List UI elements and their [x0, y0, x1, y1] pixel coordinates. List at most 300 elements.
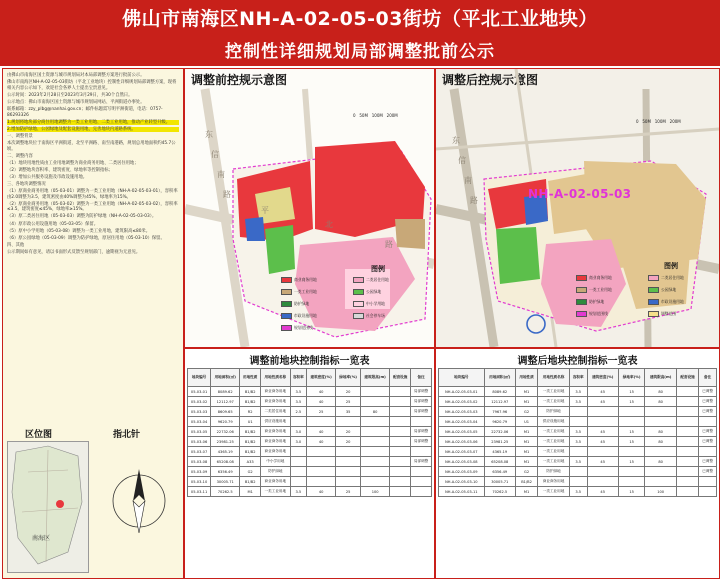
table-cell — [307, 477, 336, 487]
table-cell: 25 — [307, 407, 336, 417]
table-cell: 中小学用地 — [261, 457, 290, 467]
section-text: （1）地块用地性质由工业用地调整为商业商务用地、二类居住用地； — [7, 160, 139, 166]
table-row[interactable] — [188, 437, 432, 447]
section-text: （3）增加公共服务设施及市政设施用地。 — [7, 174, 88, 180]
table-cell: 23981.25 — [211, 437, 240, 447]
section-text: （2）调整地块容积率、建筑密度、绿地率等控制指标； — [7, 167, 113, 173]
legend-title: 图例 — [371, 265, 385, 273]
table-cell: 05-03-10 — [188, 477, 211, 487]
table-row[interactable] — [439, 467, 717, 477]
legend-item — [576, 275, 612, 281]
table-cell: NH-A-02-05-03-02 — [439, 397, 485, 407]
table-cell: 05-03-02 — [188, 397, 211, 407]
table-cell: 45 — [587, 487, 618, 497]
table-cell: 05-03-09 — [188, 467, 211, 477]
table-cell: 9620.79 — [211, 417, 240, 427]
table-cell: 80 — [361, 407, 390, 417]
table-cell — [569, 407, 587, 417]
table-row[interactable] — [188, 467, 432, 477]
site-marker-icon — [56, 500, 64, 508]
section-text: （5）原中小学用地（05-03-08）调整为一类工业用地，建筑限高≤80米。 — [7, 228, 151, 234]
table-cell — [361, 447, 390, 457]
table-cell: M1 — [515, 447, 537, 457]
table-header-cell: 建筑密度(%) — [307, 369, 336, 387]
contact-info[interactable]: 联系邮箱：zzy_plbg@nanhai.gov.cn；邮件标题需写明平洲街道，电话：0757-86293326 — [7, 106, 163, 118]
legend-item — [576, 299, 604, 305]
table-cell: 供应设施用地 — [538, 417, 570, 427]
legend-swatch — [648, 287, 659, 293]
legend-item — [353, 277, 389, 283]
table-cell: 05-03-03 — [188, 407, 211, 417]
highlight-paragraph: 2.增加防护绿地、公园绿地及配套设施用地，完善地块内道路系统。 — [7, 127, 179, 133]
section-text: 二、调整内容 — [7, 153, 33, 159]
table-cell: 6356.49 — [211, 467, 240, 477]
table-cell: 45 — [587, 387, 618, 397]
table-cell: 80 — [645, 387, 676, 397]
table-cell — [290, 457, 307, 467]
table-cell — [645, 407, 676, 417]
table-cell: 局部调整 — [411, 457, 432, 467]
road-label: 南 — [464, 176, 472, 185]
table-cell — [699, 487, 717, 497]
legend-label: 规划范围线 — [589, 311, 608, 316]
table-cell: NH-A-02-05-03-01 — [439, 387, 485, 397]
table-row[interactable] — [439, 437, 717, 447]
table-cell: 80 — [645, 427, 676, 437]
table-row[interactable] — [439, 477, 717, 487]
table-cell: B1/B2 — [240, 437, 261, 447]
table-row[interactable] — [188, 447, 432, 457]
table-cell: 22732.06 — [484, 427, 515, 437]
table-cell — [390, 487, 411, 497]
section-text: 公示期间如有意见，请以书面形式反馈至规划部门，逾期视为无意见。 — [7, 249, 141, 255]
legend-swatch — [353, 313, 364, 319]
table-row[interactable] — [188, 457, 432, 467]
table-cell — [699, 447, 717, 457]
table-cell — [336, 447, 361, 457]
table-cell: 15 — [618, 487, 645, 497]
table-cell: G2 — [515, 467, 537, 477]
table-row[interactable] — [439, 407, 717, 417]
legend-swatch — [648, 299, 659, 305]
table-cell — [307, 447, 336, 457]
table-row[interactable] — [188, 417, 432, 427]
table-cell: 已调整 — [699, 407, 717, 417]
table-cell: 局部调整 — [411, 387, 432, 397]
legend-label: 二类居住用地 — [661, 275, 684, 280]
legend-label: 规划范围线 — [294, 325, 313, 330]
table-cell: NH-A-02-05-03-10 — [439, 477, 485, 487]
table-header-cell: 建筑密度(%) — [587, 369, 618, 387]
table-header-cell: 用地性质 — [515, 369, 537, 387]
table-cell: 一类工业用地 — [538, 457, 570, 467]
table-cell: B1/B2 — [240, 427, 261, 437]
table-row[interactable] — [439, 417, 717, 427]
table-cell — [390, 457, 411, 467]
table-cell: 23981.25 — [484, 437, 515, 447]
table-header-cell: 建筑限高(m) — [361, 369, 390, 387]
section-text: （3）原二类居住用地（05-03-03）调整为防护绿地（NH-A-02-05-03-03）。 — [7, 214, 157, 220]
table-cell: 3.5 — [569, 487, 587, 497]
legend-item — [281, 301, 309, 307]
table-header-cell: 备注 — [699, 369, 717, 387]
table-after-title: 调整后地块控制指标一览表 — [517, 356, 638, 367]
legend-label: 社会停车场 — [366, 313, 385, 318]
table-cell: 22732.06 — [211, 427, 240, 437]
legend-label: 商业商务用地 — [294, 277, 317, 282]
minimap-region-label: 南海区 — [32, 535, 51, 542]
table-cell: 12112.97 — [484, 397, 515, 407]
legend-label: 二类居住用地 — [366, 277, 389, 282]
table-cell: 二类居住用地 — [261, 407, 290, 417]
table-cell: M1 — [515, 427, 537, 437]
scale-bar: 0 50M 100M 200M — [353, 113, 398, 118]
table-row[interactable] — [439, 487, 717, 497]
road-label: 平 — [261, 206, 269, 215]
table-cell — [307, 417, 336, 427]
table-cell — [411, 417, 432, 427]
table-cell: 一类工业用地 — [538, 487, 570, 497]
table-cell — [676, 397, 698, 407]
table-cell: 3.5 — [569, 397, 587, 407]
table-cell: 05-03-04 — [188, 417, 211, 427]
table-cell — [645, 467, 676, 477]
table-cell: 商业商务用地 — [261, 387, 290, 397]
table-cell: 8089.62 — [484, 387, 515, 397]
table-cell: 05-03-06 — [188, 437, 211, 447]
road-label: 南 — [217, 170, 225, 179]
legend-label: 公园绿地 — [661, 287, 677, 292]
legend-swatch — [648, 311, 659, 317]
table-cell: 防护绿地 — [538, 407, 570, 417]
legend-label: 防护绿地 — [589, 299, 605, 304]
section-text: 三、各地块调整情况 — [7, 182, 46, 187]
legend-label: 防护绿地 — [294, 301, 310, 306]
table-cell: 40 — [307, 397, 336, 407]
legend-item — [353, 301, 385, 307]
table-cell: 防护绿地 — [261, 467, 290, 477]
table-cell: M1 — [515, 397, 537, 407]
table-cell — [307, 457, 336, 467]
table-header-cell: 容积率 — [290, 369, 307, 387]
table-cell — [290, 467, 307, 477]
map-before-panel — [184, 68, 435, 348]
table-cell — [411, 447, 432, 457]
table-cell: 45 — [587, 427, 618, 437]
road-label: 东 — [205, 130, 213, 139]
legend-swatch — [281, 313, 292, 319]
table-cell — [676, 457, 698, 467]
table-cell — [699, 417, 717, 427]
table-cell: 70262.5 — [484, 487, 515, 497]
legend-item — [353, 289, 381, 295]
table-cell: 80 — [645, 437, 676, 447]
legend-swatch — [353, 277, 364, 283]
compass-icon — [99, 441, 179, 571]
table-cell — [361, 457, 390, 467]
table-cell — [336, 467, 361, 477]
table-cell — [569, 447, 587, 457]
table-cell: 6356.49 — [484, 467, 515, 477]
table-header-cell: 地块编号 — [439, 369, 485, 387]
table-cell — [361, 417, 390, 427]
table-row[interactable] — [188, 477, 432, 487]
table-cell: 已调整 — [699, 437, 717, 447]
table-cell: 防护绿地 — [538, 467, 570, 477]
section-text: （4）原市政公用设施用地（05-03-05）保留。 — [7, 221, 98, 227]
table-row[interactable] — [439, 457, 717, 467]
table-row[interactable] — [188, 397, 432, 407]
table-cell: 20 — [336, 437, 361, 447]
table-after-panel — [435, 348, 720, 579]
table-before-title: 调整前地块控制指标一览表 — [249, 356, 370, 367]
legend-item — [353, 313, 385, 319]
table-cell: 3.5 — [569, 437, 587, 447]
legend-item — [648, 299, 684, 305]
table-cell: 局部调整 — [411, 437, 432, 447]
table-header-cell: 建筑限高(m) — [645, 369, 676, 387]
table-cell — [676, 427, 698, 437]
control-index-table-after — [438, 368, 717, 497]
legend-swatch — [281, 289, 292, 295]
legend-item — [281, 289, 317, 295]
table-cell: 商业商务用地 — [261, 427, 290, 437]
table-header-cell: 用地面积(㎡) — [211, 369, 240, 387]
legend-label: 市政设施用地 — [294, 313, 317, 318]
map-after-panel — [435, 68, 720, 348]
table-cell — [618, 447, 645, 457]
table-cell: 3.5 — [569, 387, 587, 397]
table-cell: 8089.62 — [211, 387, 240, 397]
table-cell — [307, 467, 336, 477]
table-cell: B1/B2 — [240, 387, 261, 397]
road-label: 路 — [385, 240, 393, 249]
compass-rose — [99, 441, 179, 571]
table-header-cell: 配套设施 — [676, 369, 698, 387]
table-cell — [676, 487, 698, 497]
table-cell — [390, 447, 411, 457]
section-text: （1）原商业商务用地（05-03-01）调整为一类工业用地（NH-A-02-05-03-01），容积率由2.0调整为3.5，建筑密度由40%调整为45%，绿地率为15%。 — [7, 189, 178, 200]
location-map-label: 区位图 — [25, 430, 53, 440]
table-cell: 25 — [336, 397, 361, 407]
compass-label: 指北针 — [113, 430, 141, 440]
table-cell: 05-03-08 — [188, 457, 211, 467]
table-row[interactable] — [439, 447, 717, 457]
table-cell — [569, 477, 587, 487]
table-cell — [569, 417, 587, 427]
table-cell: 已调整 — [699, 457, 717, 467]
section-text: 本次调整地块位于南海区平洲街道，北至平洲路、南至南港路，规划总用地面积约45.7公顷。 — [7, 140, 176, 152]
table-cell: 65208.08 — [211, 457, 240, 467]
legend-label: 调整范围 — [661, 311, 677, 316]
legend-label: 一类工业用地 — [294, 289, 317, 294]
table-cell: 35 — [336, 407, 361, 417]
table-cell: NH-A-02-05-03-06 — [439, 437, 485, 447]
parcel-industrial[interactable] — [548, 174, 588, 234]
table-cell: 一类工业用地 — [538, 437, 570, 447]
table-header-cell: 绿地率(%) — [336, 369, 361, 387]
announcement-body — [7, 73, 179, 257]
table-cell: 一类工业用地 — [538, 387, 570, 397]
table-cell: 8609.65 — [211, 407, 240, 417]
legend-item — [281, 325, 313, 331]
road-label: 路 — [223, 190, 231, 199]
table-before-panel — [184, 348, 435, 579]
table-row[interactable] — [439, 387, 717, 397]
table-cell: 一类工业用地 — [538, 397, 570, 407]
table-cell: 15 — [618, 397, 645, 407]
section-text: （2）原商业商务用地（05-03-02）调整为一类工业用地（NH-A-02-05-03-02），容积率≤3.5，建筑密度≤45%，绿地率≥15%。 — [7, 201, 178, 213]
table-row[interactable] — [439, 397, 717, 407]
table-cell — [336, 417, 361, 427]
table-cell — [390, 427, 411, 437]
legend-swatch — [281, 301, 292, 307]
table-cell: 4365.19 — [484, 447, 515, 457]
table-cell — [290, 447, 307, 457]
table-cell: M1 — [515, 387, 537, 397]
section-text: （6）原公园绿地（05-03-09）调整为防护绿地，原居住用地（05-03-10）保留。 — [7, 235, 165, 241]
table-row[interactable] — [439, 427, 717, 437]
legend-label: 一类工业用地 — [589, 287, 612, 292]
table-cell: 商业商务用地 — [261, 437, 290, 447]
table-cell — [569, 467, 587, 477]
table-cell — [411, 467, 432, 477]
table-cell: G2 — [240, 467, 261, 477]
highlight-paragraph: 1.规划将地块部分商住用地调整为一类工业用地、二类工业用地，推动产业转型升级。 — [7, 120, 179, 126]
parcel-municipal[interactable] — [245, 217, 265, 241]
table-header-cell: 地块编号 — [188, 369, 211, 387]
intro-paragraph: 公示时间：2023年2月28日至2023年3月29日，共30个自然日。 — [7, 92, 133, 98]
legend-label: 中小学用地 — [366, 301, 385, 306]
table-cell: 9620.79 — [484, 417, 515, 427]
table-cell: 商业商务用地 — [538, 477, 570, 487]
table-cell: M1 — [515, 437, 537, 447]
table-header-cell: 用地性质名称 — [261, 369, 290, 387]
table-header-cell: 用地性质名称 — [538, 369, 570, 387]
table-cell: A33 — [240, 457, 261, 467]
road-label: 信 — [211, 150, 219, 159]
table-cell: B1/B2 — [240, 477, 261, 487]
parcel-park[interactable] — [265, 225, 295, 274]
table-cell — [676, 387, 698, 397]
legend-item — [576, 311, 608, 317]
table-cell — [390, 417, 411, 427]
table-cell: 已调整 — [699, 467, 717, 477]
table-cell: 一类工业用地 — [261, 487, 290, 497]
table-cell: 供应设施用地 — [261, 417, 290, 427]
section-text: 四、其他 — [7, 242, 25, 248]
page-title: 佛山市南海区NH-A-02-05-03街坊（平北工业地块） — [122, 8, 598, 30]
table-cell: 3.5 — [569, 457, 587, 467]
table-cell: 05-03-05 — [188, 427, 211, 437]
legend-swatch — [576, 287, 587, 293]
table-cell: 局部调整 — [411, 397, 432, 407]
table-cell: 40 — [307, 437, 336, 447]
table-cell: NH-A-02-05-03-08 — [439, 457, 485, 467]
table-cell — [290, 477, 307, 487]
table-cell: G2 — [515, 407, 537, 417]
legend-swatch — [281, 277, 292, 283]
table-cell: 45 — [587, 457, 618, 467]
table-cell: B1/B2 — [240, 447, 261, 457]
table-cell: 3.5 — [290, 487, 307, 497]
table-cell: 一类工业用地 — [538, 447, 570, 457]
table-cell — [390, 467, 411, 477]
parcel-industrial[interactable] — [395, 219, 425, 249]
location-minimap — [7, 441, 89, 573]
table-cell — [587, 407, 618, 417]
table-cell — [361, 437, 390, 447]
table-cell — [587, 417, 618, 427]
table-cell: 30005.71 — [211, 477, 240, 487]
table-cell — [390, 407, 411, 417]
table-cell: U1 — [515, 417, 537, 427]
table-cell: 局部调整 — [411, 427, 432, 437]
table-header-cell: 用地面积(㎡) — [484, 369, 515, 387]
table-cell: 已调整 — [699, 397, 717, 407]
table-cell — [676, 437, 698, 447]
table-cell: 100 — [645, 487, 676, 497]
table-cell: R2 — [240, 407, 261, 417]
road-label: 路 — [470, 196, 478, 205]
table-cell — [361, 427, 390, 437]
table-row[interactable] — [188, 427, 432, 437]
table-cell: M1 — [240, 487, 261, 497]
intro-paragraph: 佛山市南海区NH-A-02-05-03街坊（平北工业地块）控制性详细规划局部调整方案，现将相关内容公示如下，欢迎社会各界人士提出宝贵意见。 — [7, 80, 177, 91]
table-cell: 40 — [307, 427, 336, 437]
table-cell — [587, 467, 618, 477]
table-row[interactable] — [188, 407, 432, 417]
table-cell: 3.0 — [290, 437, 307, 447]
table-cell — [676, 417, 698, 427]
table-cell — [390, 397, 411, 407]
table-cell: M1 — [515, 487, 537, 497]
road-label: 北 — [325, 220, 333, 229]
table-cell: 12112.97 — [211, 397, 240, 407]
table-cell — [676, 447, 698, 457]
table-cell: 4365.19 — [211, 447, 240, 457]
legend-item — [576, 287, 612, 293]
table-cell: 45 — [587, 397, 618, 407]
legend-swatch — [576, 311, 587, 317]
table-cell — [390, 437, 411, 447]
legend-label: 市政设施用地 — [661, 299, 684, 304]
table-header-cell: 备注 — [411, 369, 432, 387]
table-cell: 05-03-01 — [188, 387, 211, 397]
table-cell: 3.0 — [290, 427, 307, 437]
table-cell — [645, 477, 676, 487]
map-before-title: 调整前控规示意图 — [191, 73, 288, 87]
table-cell — [618, 407, 645, 417]
table-cell: 40 — [307, 487, 336, 497]
table-cell: 80 — [645, 457, 676, 467]
legend-label: 商业商务用地 — [589, 275, 612, 280]
table-cell — [361, 387, 390, 397]
table-row[interactable] — [188, 487, 432, 497]
table-cell: NH-A-02-05-03-05 — [439, 427, 485, 437]
table-cell — [699, 477, 717, 487]
table-cell: NH-A-02-05-03-03 — [439, 407, 485, 417]
table-cell — [390, 387, 411, 397]
table-cell: 05-03-11 — [188, 487, 211, 497]
legend-title: 图例 — [664, 262, 678, 270]
table-cell — [587, 447, 618, 457]
table-row[interactable] — [188, 387, 432, 397]
parcel-park[interactable] — [496, 227, 540, 284]
legend-swatch — [353, 301, 364, 307]
legend-label: 公园绿地 — [366, 289, 382, 294]
table-cell: 3.5 — [290, 387, 307, 397]
